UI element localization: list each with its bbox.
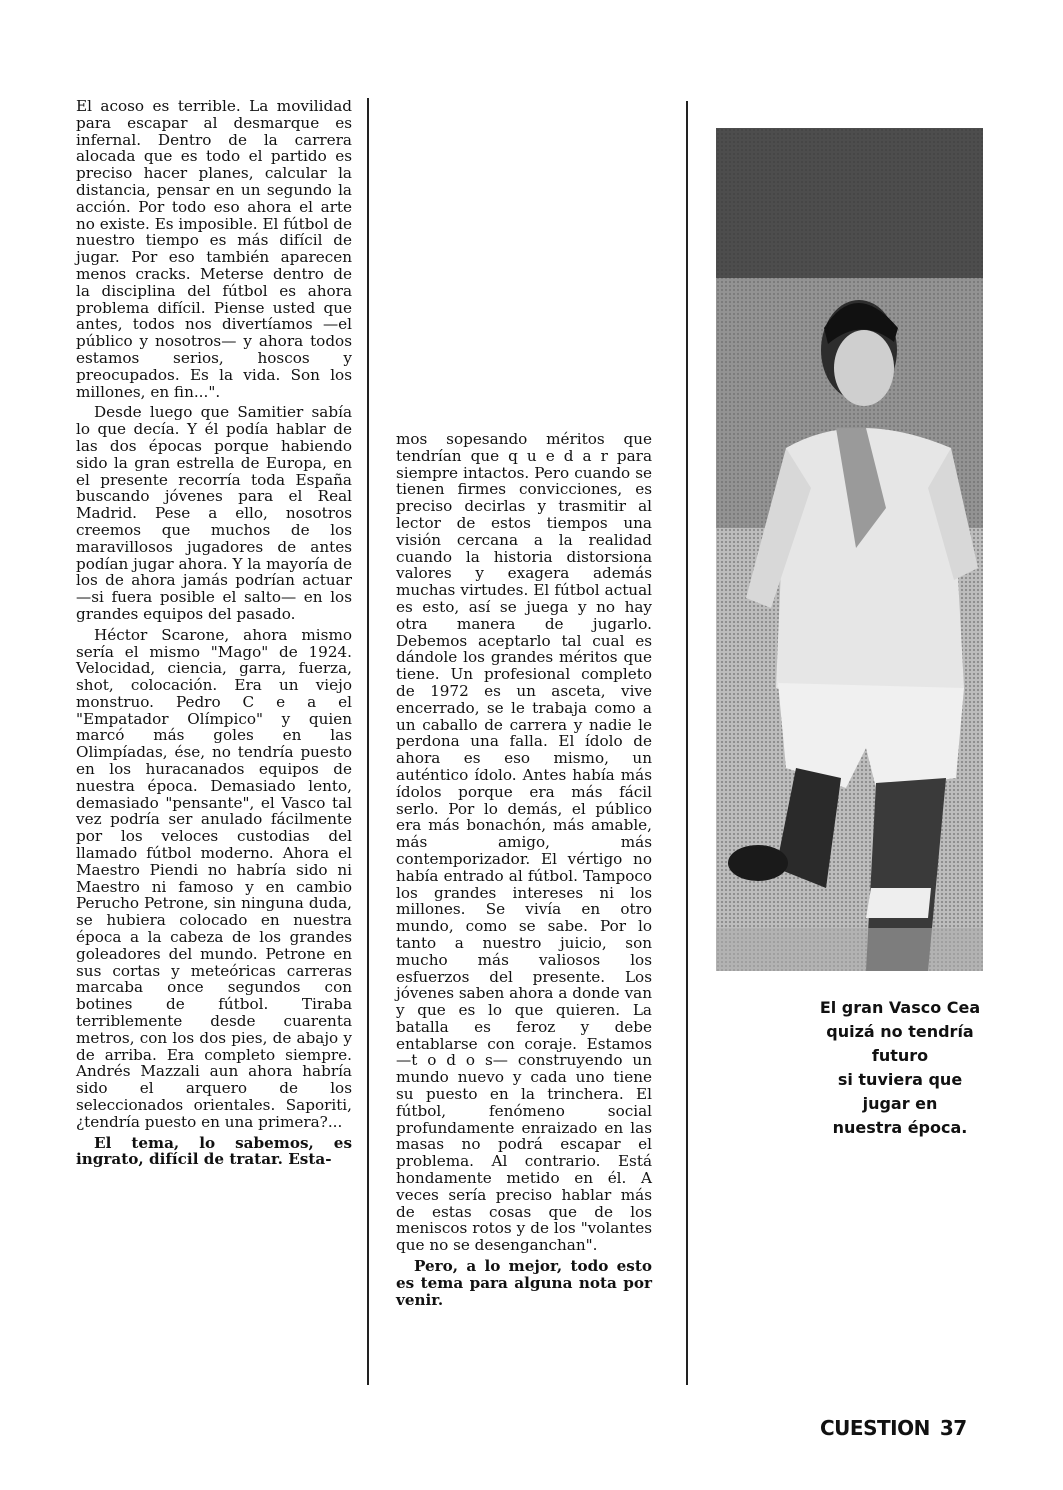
paragraph: Pero, a lo mejor, todo esto es tema para alguna nota por venir. xyxy=(396,1257,652,1309)
paragraph: mos sopesando méritos que tendrían que q u e d a r para siempre intactos. Pero cuando se tienen firmes convicciones, es preciso decirlas y trasmitir al lector de estos tiempos una visión cercana a la realidad cuando la historia distorsiona valores y exagera además muchas virtudes. El fútbol actual es esto, así se juega y no hay otra manera de jugarlo. Debemos aceptarlo tal cual es dándole los grandes méritos que tiene. Un profesional completo de 1972 es un asceta, vive encerrado, se le trabaja como a un caballo de carrera y nadie le perdona una falla. El ídolo de ahora es eso mismo, un auténtico ídolo. Antes había más ídolos porque era más fácil serlo. Por lo demás, el público era más bonachón, más amable, más amigo, más contemporizador. El vértigo no había entrado al fútbol. Tampoco los grandes intereses ni los millones. Se vivía en otro mundo, como se sabe. Por lo tanto a nuestro juicio, son mucho más valiosos los esfuerzos del presente. Los jóvenes saben ahora a donde van y que es lo que quieren. La batalla es feroz y debe entablarse con coraje. Estamos —t o d o s— construyendo un mundo nuevo y cada uno tiene su puesto en la trinchera. El fútbol, fenómeno social profundamente enraizado en las masas no podrá escapar el problema. Al contrario. Está hondamente metido en él. A veces sería preciso hablar más de estas cosas que de los meniscos rotos y de los "volantes que no se desenganchan". xyxy=(396,430,652,1255)
caption-line: El gran Vasco Cea xyxy=(819,998,981,1017)
paragraph: Desde luego que Samitier sabía lo que decía. Y él podía hablar de las dos épocas porque habiendo sido la gran estrella de Europa, en el presente recorría toda España buscando jóvenes para el Real Madrid. Pese a ello, nosotros creemos que muchos de los maravillosos jugadores de antes podían jugar ahora. Y la mayoría de los de ahora jamás podrían actuar —si fuera posible el salto— en los grandes equipos del pasado. xyxy=(76,403,352,623)
caption-line: futuro xyxy=(871,1046,929,1065)
caption-line: nuestra época. xyxy=(832,1118,968,1137)
article-column-2 xyxy=(396,431,652,1312)
player-photo xyxy=(716,128,983,971)
caption-line: si tuviera que xyxy=(837,1070,963,1089)
article-column-1 xyxy=(76,98,352,1172)
page-number: 37 xyxy=(939,1416,967,1440)
caption-line: jugar en xyxy=(862,1094,938,1113)
column-divider xyxy=(686,101,688,1385)
column-divider xyxy=(367,98,369,1385)
paragraph: El tema, lo sabemos, es ingrato, difícil de tratar. Esta- xyxy=(76,1133,352,1169)
paragraph: Héctor Scarone, ahora mismo sería el mismo "Mago" de 1924. Velocidad, ciencia, garra, fuerza, shot, colocación. Era un viejo monstruo. Pedro C e a el "Empatador Olímpico" y quien marcó más goles en las Olimpíadas, ése, no tendría puesto en los huracanados equipos de nuestra época. Demasiado lento, demasiado "pensante", el Vasco tal vez podría ser anulado fácilmente por los veloces custodias del llamado fútbol moderno. Ahora el Maestro Piendi no habría sido ni Maestro ni famoso y en cambio Perucho Petrone, sin ninguna duda, se hubiera colocado en nuestra época a la cabeza de los grandes goleadores del mundo. Petrone en sus cortas y meteóricas carreras marcaba once segundos con botines de fútbol. Tiraba terriblemente desde cuarenta metros, con los dos pies, de abajo y de arriba. Era completo siempre. Andrés Mazzali aun ahora habría sido el arquero de los seleccionados orientales. Saporiti, ¿tendría puesto en una primera?... xyxy=(76,625,352,1131)
player-photo-image xyxy=(716,128,983,971)
caption-line: quizá no tendría xyxy=(826,1022,974,1041)
page-footer xyxy=(820,1416,967,1440)
photo-caption xyxy=(800,996,1000,1140)
magazine-name: CUESTION xyxy=(820,1416,930,1440)
paragraph: El acoso es terrible. La movilidad para escapar al desmarque es infernal. Dentro de la carrera alocada que es todo el partido es preciso hacer planes, calcular la distancia, pensar en un segundo la acción. Por todo eso ahora el arte no existe. Es imposible. El fútbol de nuestro tiempo es más difícil de jugar. Por eso también aparecen menos cracks. Meterse dentro de la disciplina del fútbol es ahora problema difícil. Piense usted que antes, todos nos divertíamos —el público y nosotros— y ahora todos estamos serios, hoscos y preocupados. Es la vida. Son los millones, en fin...". xyxy=(76,97,352,401)
